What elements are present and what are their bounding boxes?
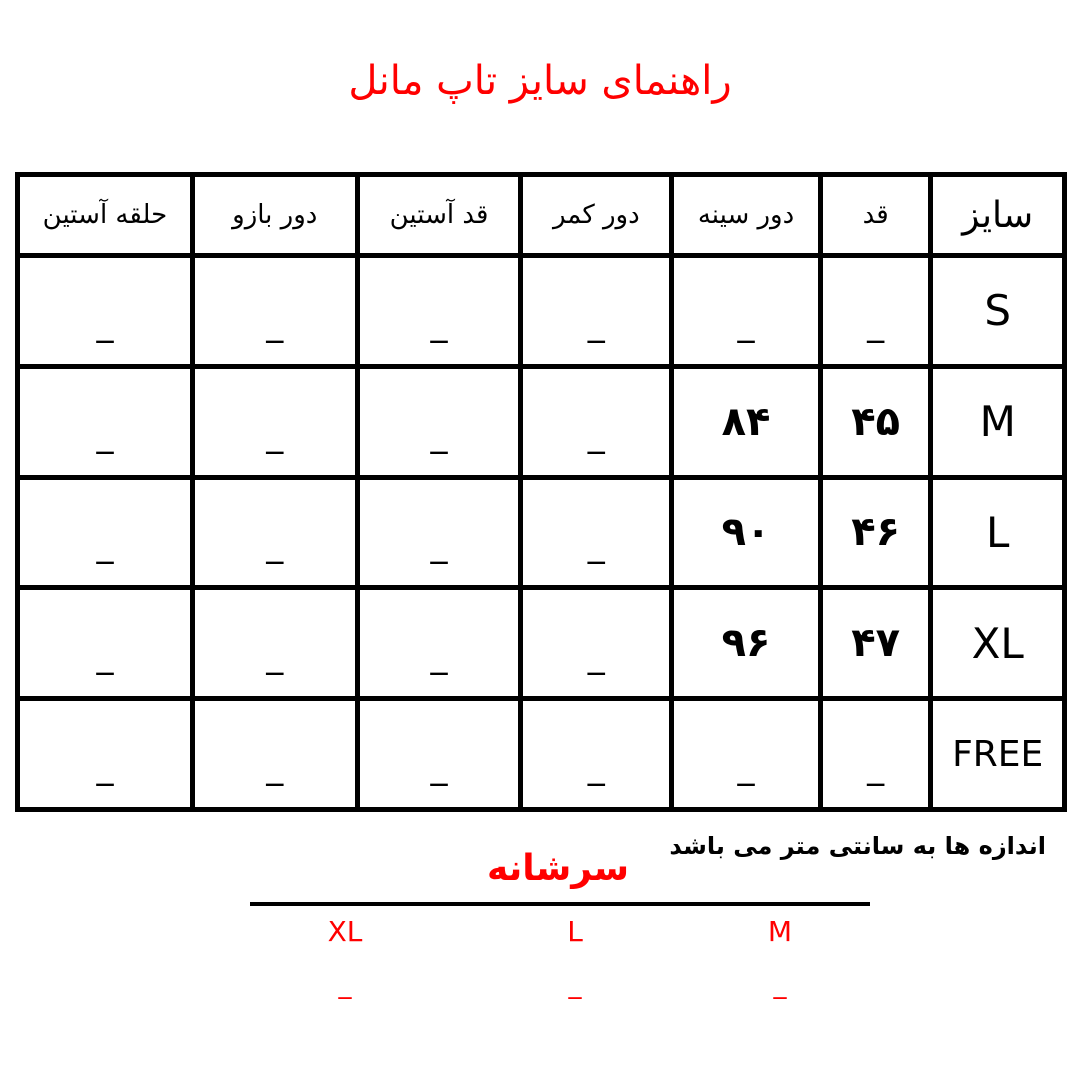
units-note: اندازه ها به سانتی متر می باشد (669, 832, 1046, 860)
size-cell: M (931, 366, 1065, 477)
table-cell: _ (18, 256, 193, 367)
shoulder-size-value: _ (338, 970, 352, 1000)
size-cell: XL (931, 588, 1065, 699)
table-cell: _ (521, 699, 672, 810)
table-cell: _ (192, 256, 357, 367)
table-cell: _ (521, 256, 672, 367)
table-cell: ۴۶ (820, 477, 931, 588)
table-cell: _ (192, 699, 357, 810)
table-cell: _ (521, 366, 672, 477)
table-cell: _ (192, 477, 357, 588)
table-row (18, 366, 1065, 477)
table-cell: _ (18, 588, 193, 699)
table-cell: _ (192, 366, 357, 477)
table-cell: _ (820, 699, 931, 810)
table-cell: _ (357, 477, 521, 588)
table-row (18, 699, 1065, 810)
table-cell: _ (18, 477, 193, 588)
shoulder-size-label: L (567, 915, 583, 948)
page-title: راهنمای سایز تاپ مانل (348, 58, 732, 104)
header-armhole: حلقه آستین (18, 175, 193, 256)
shoulder-title: سرشانه (486, 848, 630, 889)
table-cell: ۴۷ (820, 588, 931, 699)
table-cell: _ (672, 699, 821, 810)
header-sleeve-length: قد آستین (357, 175, 521, 256)
size-cell: FREE (931, 699, 1065, 810)
table-row (18, 588, 1065, 699)
size-cell: S (931, 256, 1065, 367)
table-cell: _ (357, 699, 521, 810)
size-cell: L (931, 477, 1065, 588)
table-cell: ۴۵ (820, 366, 931, 477)
shoulder-size-label: XL (327, 915, 363, 948)
shoulder-divider (250, 902, 870, 906)
header-waist: دور کمر (521, 175, 672, 256)
shoulder-size-value: _ (773, 970, 787, 1000)
table-cell: _ (521, 477, 672, 588)
table-cell: _ (521, 588, 672, 699)
header-arm: دور بازو (192, 175, 357, 256)
shoulder-size-label: M (767, 915, 793, 948)
table-cell: _ (357, 588, 521, 699)
table-cell: _ (18, 366, 193, 477)
table-row (18, 256, 1065, 367)
table-cell: _ (18, 699, 193, 810)
shoulder-size-xl (285, 915, 405, 1000)
table-cell: ۹۰ (672, 477, 821, 588)
size-table (15, 172, 1067, 812)
table-cell: ۹۶ (672, 588, 821, 699)
header-size: سایز (931, 175, 1065, 256)
table-row (18, 477, 1065, 588)
table-cell: ۸۴ (672, 366, 821, 477)
table-header-row (18, 175, 1065, 256)
shoulder-size-l (515, 915, 635, 1000)
table-cell: _ (192, 588, 357, 699)
shoulder-size-m (720, 915, 840, 1000)
header-length: قد (820, 175, 931, 256)
table-cell: _ (357, 256, 521, 367)
table-cell: _ (820, 256, 931, 367)
header-chest: دور سینه (672, 175, 821, 256)
shoulder-size-value: _ (568, 970, 582, 1000)
table-cell: _ (357, 366, 521, 477)
shoulder-size-list (250, 915, 870, 1015)
table-cell: _ (672, 256, 821, 367)
